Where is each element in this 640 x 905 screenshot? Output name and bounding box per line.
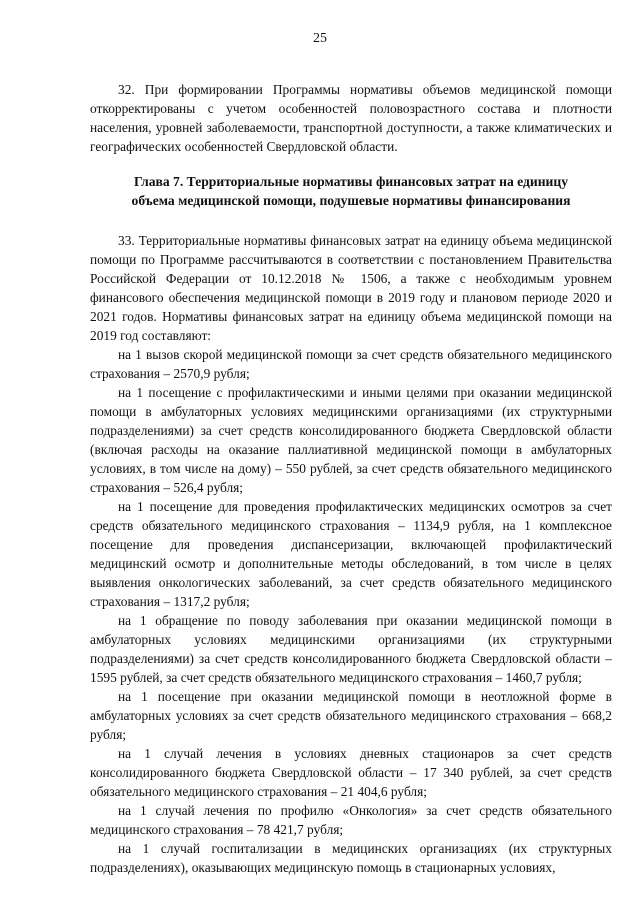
- document-body: [90, 80, 612, 877]
- list-item: на 1 случай лечения в условиях дневных стационаров за счет средств консолидированного бюджета Свердловской области – 17 340 рублей, за счет средств обязательного медицинского страхования – 21 404,6 рубля;: [90, 746, 612, 799]
- page-number: 25: [313, 31, 327, 46]
- list-item: на 1 посещение для проведения профилактических медицинских осмотров за счет средств обязательного медицинского страхования – 1134,9 рубля, на 1 комплексное посещение для проведения диспансеризации, включающей профилактический медицинский осмотр и дополнительные методы обследований, в том числе в целях выявления онкологических заболеваний, за счет средств обязательного медицинского страхования – 1317,2 рубля;: [90, 499, 612, 609]
- chapter-heading-line-1: Глава 7. Территориальные нормативы финансовых затрат на единицу: [133, 174, 569, 189]
- list-item: на 1 обращение по поводу заболевания при оказании медицинской помощи в амбулаторных условиях медицинскими организациями (их структурными подразделениями) за счет средств консолидированного бюджета Свердловской области – 1595 рублей, за счет средств обязательного медицинского страхования – 1460,7 рубля;: [90, 613, 612, 685]
- list-item: на 1 посещение с профилактическими и иными целями при оказании медицинской помощи в амбулаторных условиях медицинскими организациями (их структурными подразделениями) за счет средств консолидированного бюджета Свердловской области (включая расходы на оказание паллиативной медицинской помощи в амбулаторных условиях, в том числе на дому) – 550 рублей, за счет средств обязательного медицинского страхования – 526,4 рубля;: [90, 385, 612, 495]
- chapter-7-heading: [90, 172, 612, 210]
- list-item: на 1 вызов скорой медицинской помощи за счет средств обязательного медицинского страхования – 2570,9 рубля;: [90, 347, 612, 381]
- paragraph-32: 32. При формировании Программы нормативы объемов медицинской помощи откорректированы с учетом особенностей половозрастного состава и плотности населения, уровней заболеваемости, транспортной доступности, а также климатических и географических особенностей Свердловской области.: [90, 82, 612, 154]
- list-item: на 1 случай госпитализации в медицинских организациях (их структурных подразделениях), оказывающих медицинскую помощь в стационарных условиях,: [90, 841, 612, 875]
- chapter-heading-line-2: объема медицинской помощи, подушевые нормативы финансирования: [131, 193, 571, 208]
- list-item: на 1 случай лечения по профилю «Онкология» за счет средств обязательного медицинского страхования – 78 421,7 рубля;: [90, 803, 612, 837]
- paragraph-33: 33. Территориальные нормативы финансовых затрат на единицу объема медицинской помощи по Программе рассчитываются в соответствии с постановлением Правительства Российской Федерации от 10.12.2018 № 1506, а также с необходимым уровнем финансового обеспечения медицинской помощи в 2019 году и плановом периоде 2020 и 2021 годов. Нормативы финансовых затрат на единицу объема медицинской помощи на 2019 год составляют:: [90, 233, 612, 343]
- list-item: на 1 посещение при оказании медицинской помощи в неотложной форме в амбулаторных условиях за счет средств обязательного медицинского страхования – 668,2 рубля;: [90, 689, 612, 742]
